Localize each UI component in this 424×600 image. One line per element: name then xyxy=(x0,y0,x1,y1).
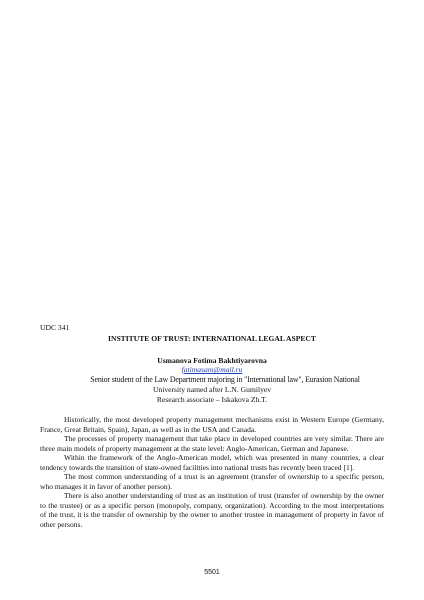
article-body xyxy=(40,415,384,529)
page-number: 5501 xyxy=(204,569,220,576)
body-paragraph: Within the framework of the Anglo-American model, which was presented in many countries, a clear tendency towards the transition of state-owned facilities into national trusts has recently been traced [1]. xyxy=(40,453,384,472)
udc-code: UDC 341 xyxy=(40,323,70,332)
author-affiliation: Senior student of the Law Department majoring in "International law", Eurasion National xyxy=(90,375,360,384)
university-name: University named after L.N. Gumilyev xyxy=(152,385,272,394)
body-paragraph: There is also another understanding of trust as an institution of trust (transfer of ownership by the owner to the trustee) or as a specific person (monopoly, company, organization). According to the most interpretations of the trust, it is the transfer of ownership by the owner to another trustee in management of property in favor of other persons. xyxy=(40,491,384,529)
author-name: Usmanova Fotima Bakhtiyarovna xyxy=(157,356,267,365)
article-title: INSTITUTE OF TRUST: INTERNATIONAL LEGAL ASPECT xyxy=(108,334,316,343)
body-paragraph: Historically, the most developed property management mechanisms exist in Western Europe (Germany, France, Great Britain, Spain), Japan, as well as in the USA and Canada. xyxy=(40,415,384,434)
body-paragraph: The most common understanding of a trust is an agreement (transfer of ownership to a specific person, who manages it in favor of another person). xyxy=(40,472,384,491)
body-paragraph: The processes of property management that take place in developed countries are very similar. There are three main models of property management at the state level: Anglo-American, German and Japanese. xyxy=(40,434,384,453)
author-email-link[interactable]: fatimasam@mail.ru xyxy=(181,365,243,374)
research-associate: Research associate – Iskakova Zh.T. xyxy=(156,395,268,404)
